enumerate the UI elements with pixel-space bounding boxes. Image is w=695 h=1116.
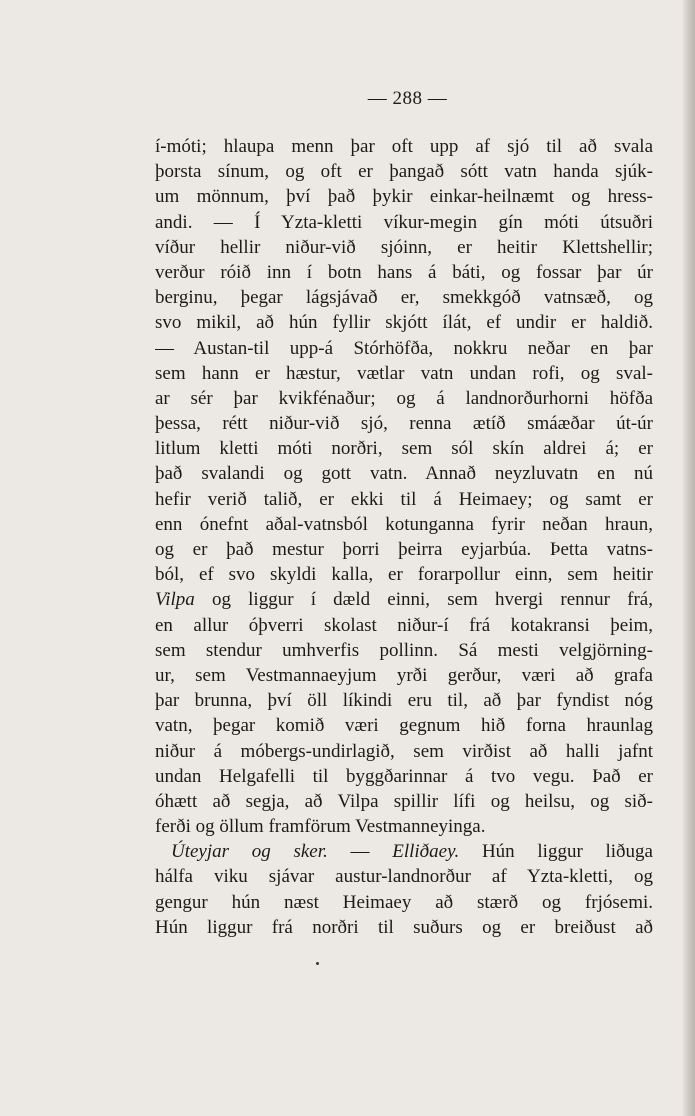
text-line: það svalandi og gott vatn. Annað neyzluvatn en nú — [155, 463, 653, 485]
text-line: niður á móbergs-undirlagið, sem virðist að halli jafnt — [155, 740, 653, 762]
section-heading-line — [155, 839, 653, 864]
text-line: og er það mestur þorri þeirra eyjarbúa. Þetta vatns- — [155, 539, 653, 560]
text-line: vatn, þegar komið væri gegnum hið forna hraunlag — [155, 715, 653, 737]
text-line-rest: Hún liggur liðuga — [481, 841, 653, 863]
text-line: andi. — Í Yzta-kletti víkur-megin gín móti útsuðri — [155, 211, 653, 233]
text-line: í-móti; hlaupa menn þar oft upp af sjó til að svala — [155, 136, 653, 157]
text-line: berginu, þegar lágsjávað er, smekkgóð vatnsæð, og — [155, 287, 653, 309]
text-line: Hún liggur frá norðri til suðurs og er breiðust að — [155, 916, 653, 938]
page-edge-shadow — [683, 0, 695, 1116]
section-heading-uteyjar: Úteyjar og sker. — [171, 841, 328, 863]
text-line: ból, ef svo skyldi kalla, er forarpollur einn, sem heitir — [155, 564, 653, 586]
text-line: litlum kletti móti norðri, sem sól skín aldrei á; er — [155, 438, 653, 460]
heading-dash: — — [350, 841, 370, 863]
text-line: víður hellir niður-við sjóinn, er heitir Klettshellir; — [155, 236, 653, 258]
subheading-ellidaey: Elliðaey. — [392, 841, 460, 863]
text-line: svo mikil, að hún fyllir skjótt ílát, ef undir er haldið. — [155, 312, 653, 334]
text-line-paragraph-end: ferði og öllum framförum Vestmanneyinga. — [155, 816, 486, 838]
text-line-rest: og liggur í dæld einni, sem hvergi rennur frá, — [211, 589, 653, 611]
text-line: sem hann er hæstur, vætlar vatn undan rofi, og sval- — [155, 362, 653, 384]
text-line: undan Helgafelli til byggðarinnar á tvo vegu. Það er — [155, 765, 653, 787]
italic-term-vilpa: Vilpa — [155, 589, 195, 611]
page-number: — 288 — — [367, 88, 448, 109]
text-line-with-italic — [155, 587, 653, 612]
text-line: þar brunna, því öll líkindi eru til, að þar fyndist nóg — [155, 690, 653, 712]
text-line: en allur óþverri skolast niður-í frá kotakransi þeim, — [155, 614, 653, 636]
text-line: enn ónefnt aðal-vatnsból kotunganna fyrir neðan hraun, — [155, 513, 653, 535]
text-line: sem stendur umhverfis pollinn. Sá mesti velgjörning- — [155, 639, 653, 661]
text-line: þessa, rétt niður-við sjó, renna ætíð smáæðar út-úr — [155, 413, 653, 435]
text-line: þorsta sínum, og oft er þangað sótt vatn handa sjúk- — [155, 161, 653, 183]
text-line: — Austan-til upp-á Stórhöfða, nokkru neðar en þar — [155, 337, 653, 359]
text-line: hefir verið talið, er ekki til á Heimaey; og samt er — [155, 488, 653, 510]
text-line: ur, sem Vestmannaeyjum yrði gerður, væri að grafa — [155, 664, 653, 686]
text-line: um mönnum, því það þykir einkar-heilnæmt og hress- — [155, 186, 653, 208]
text-line: óhætt að segja, að Vilpa spillir lífi og heilsu, og sið- — [155, 790, 653, 812]
text-line: ar sér þar kvikfénaður; og á landnorðurhorni höfða — [155, 387, 653, 409]
text-line: gengur hún næst Heimaey að stærð og frjósemi. — [155, 891, 653, 913]
body-text — [155, 134, 653, 940]
text-line: verður róið inn í botn hans á báti, og fossar þar úr — [155, 261, 653, 283]
text-line: hálfa viku sjávar austur-landnorður af Yzta-kletti, og — [155, 866, 653, 888]
ink-speck — [316, 962, 319, 965]
